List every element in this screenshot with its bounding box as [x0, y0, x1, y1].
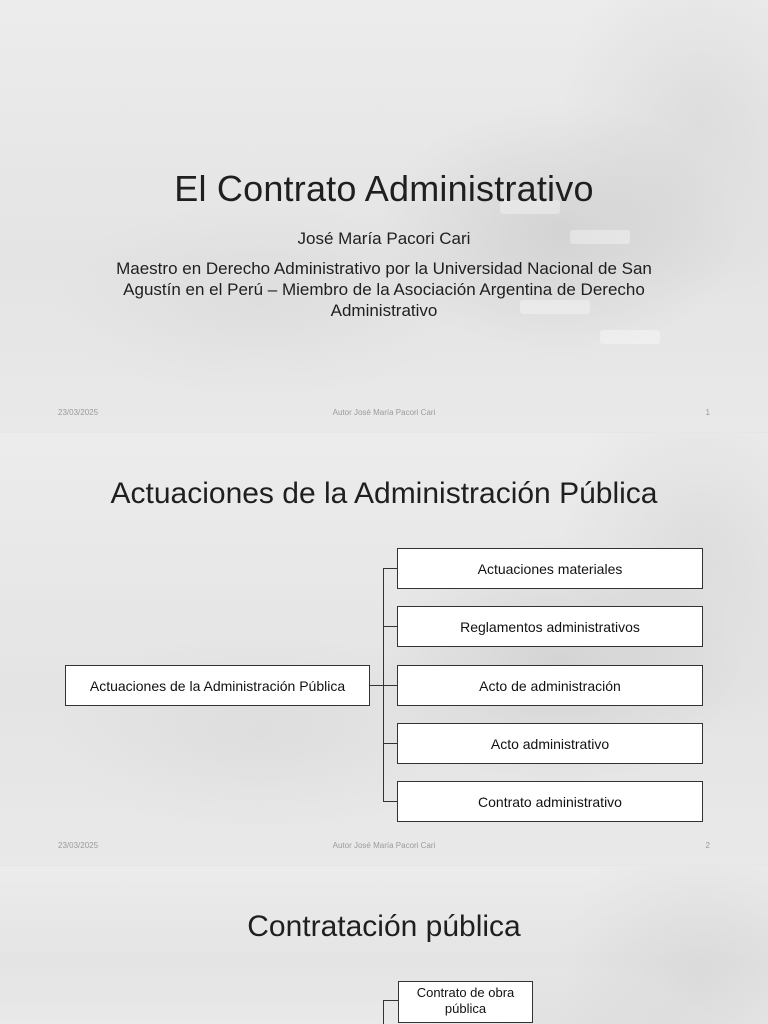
- diagram-root-label: Actuaciones de la Administración Pública: [89, 677, 346, 694]
- connector-line: [383, 743, 398, 744]
- connector-line: [383, 801, 398, 802]
- diagram-root-box: [65, 665, 370, 706]
- footer-date: 23/03/2025: [58, 841, 99, 850]
- slide-1[interactable]: [0, 0, 768, 432]
- footer-date: 23/03/2025: [58, 408, 99, 417]
- slide-number: 2: [705, 841, 710, 850]
- connector-line: [370, 685, 384, 686]
- slide-title: El Contrato Administrativo: [174, 168, 594, 209]
- diagram-child-box: [397, 665, 703, 706]
- slide-title: Contratación pública: [247, 910, 521, 943]
- diagram-child-box: [397, 723, 703, 764]
- slide-number: 1: [705, 408, 710, 417]
- footer-author: Autor José María Pacori Cari: [332, 841, 436, 850]
- diagram-child-label: Contrato de obra pública: [416, 985, 515, 1016]
- connector-line: [383, 1000, 398, 1001]
- connector-line: [383, 568, 398, 569]
- slide-title: Actuaciones de la Administración Pública: [110, 477, 658, 510]
- connector-line: [383, 626, 398, 627]
- diagram-child-box: [397, 781, 703, 822]
- connector-trunk: [383, 1000, 384, 1024]
- slide-3[interactable]: [0, 866, 768, 1024]
- diagram-child-label: Contrato administrativo: [478, 793, 622, 810]
- diagram-child-label: Actuaciones materiales: [477, 560, 623, 577]
- connector-line: [383, 685, 398, 686]
- footer-author: Autor José María Pacori Cari: [332, 408, 436, 417]
- diagram-child-box: [397, 606, 703, 647]
- slide-2[interactable]: [0, 433, 768, 865]
- author-description: Maestro en Derecho Administrativo por la Universidad Nacional de San Agustín en el Perú – Miembro de la Asociación Argentina de Derecho Administrativo: [116, 259, 652, 320]
- diagram-child-label: Acto de administración: [479, 677, 621, 694]
- diagram-child-box: [397, 548, 703, 589]
- diagram-child-label: Acto administrativo: [490, 735, 610, 752]
- diagram-child-label: Reglamentos administrativos: [460, 618, 640, 635]
- background-decoration: [600, 330, 660, 344]
- author-name: José María Pacori Cari: [297, 229, 471, 248]
- diagram-child-box: [398, 981, 533, 1023]
